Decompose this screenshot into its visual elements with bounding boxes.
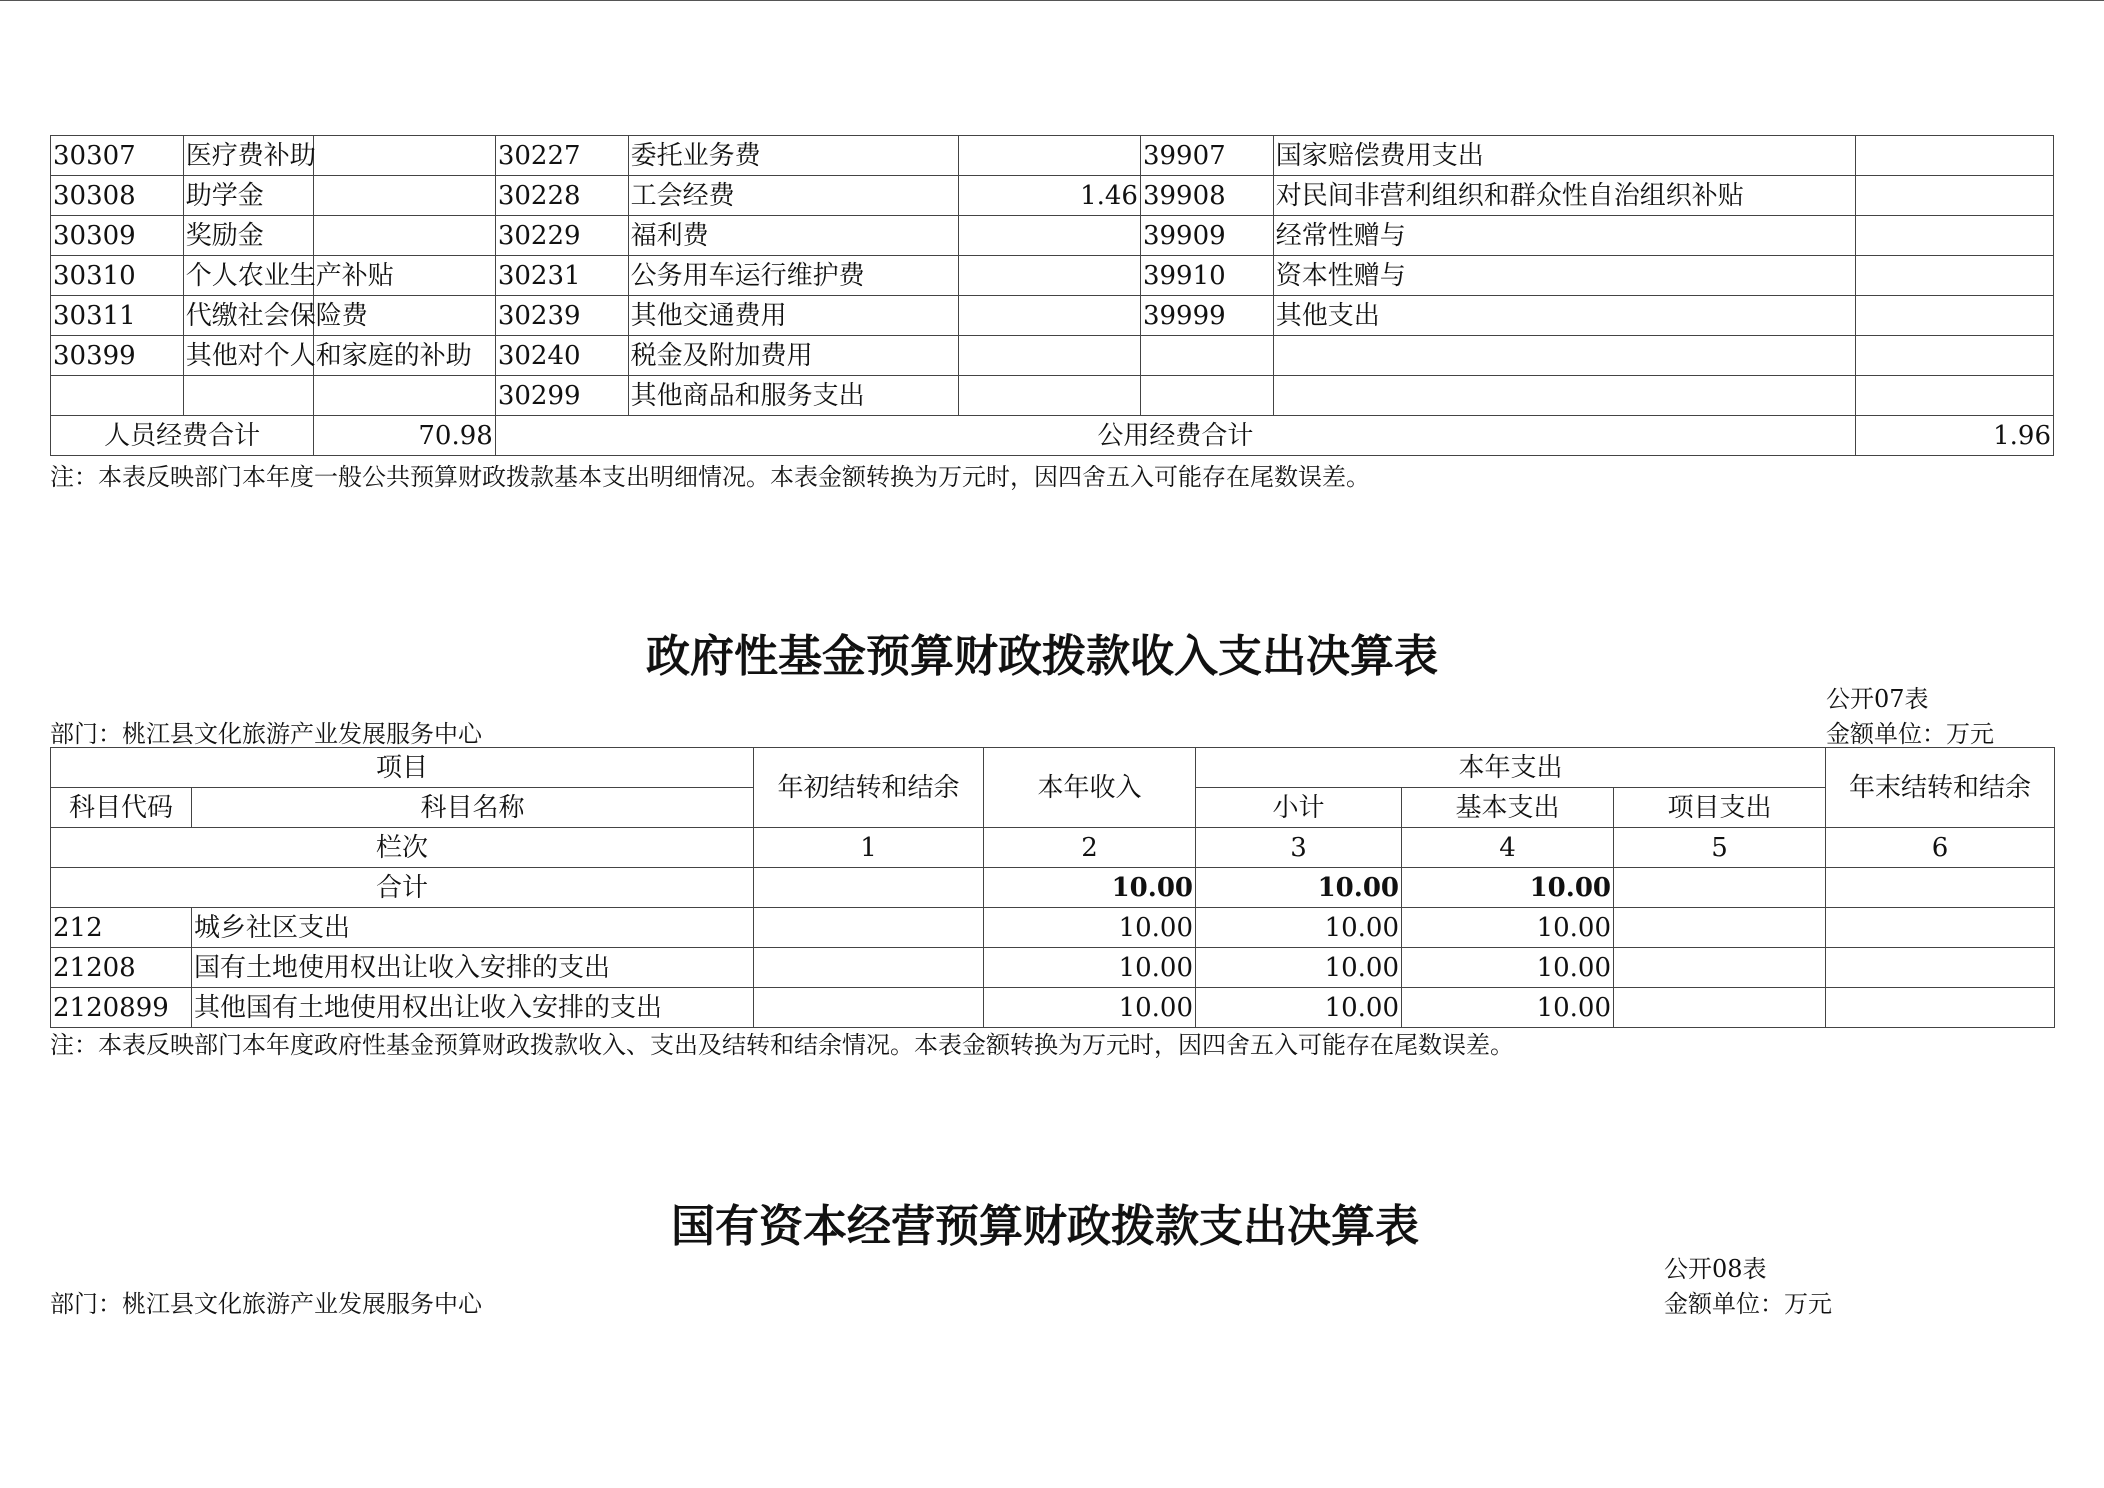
- beginning-cell: [754, 988, 984, 1028]
- page-top-border: [0, 0, 2104, 1]
- public-total-label: 公用经费合计: [495, 416, 1855, 456]
- table-row: [51, 948, 2055, 988]
- econ-code-cell: 39909: [1140, 216, 1273, 256]
- subtotal-cell: 10.00: [1196, 908, 1402, 948]
- econ-name-cell: 其他支出: [1273, 296, 1855, 336]
- amount-cell: [959, 216, 1141, 256]
- header-current-expense: 本年支出: [1196, 748, 1826, 788]
- income-cell: 10.00: [984, 948, 1196, 988]
- amount-cell: [314, 216, 496, 256]
- totals-row: [51, 416, 2054, 456]
- name-cell: 国有土地使用权出让收入安排的支出: [192, 948, 754, 988]
- personnel-total-value: 70.98: [314, 416, 496, 456]
- econ-code-cell: [51, 376, 184, 416]
- econ-code-cell: 30399: [51, 336, 184, 376]
- econ-name-cell: [183, 376, 313, 416]
- econ-name-cell: 对民间非营利组织和群众性自治组织补贴: [1273, 176, 1855, 216]
- header-subject-code: 科目代码: [51, 788, 192, 828]
- detail-row: [51, 176, 2054, 216]
- econ-code-cell: 39999: [1140, 296, 1273, 336]
- amount-cell: [314, 136, 496, 176]
- table7-title: 政府性基金预算财政拨款收入支出决算表: [646, 631, 1438, 682]
- amount-cell: [959, 136, 1141, 176]
- econ-code-cell: 30309: [51, 216, 184, 256]
- header-subtotal: 小计: [1196, 788, 1402, 828]
- header-subject-name: 科目名称: [192, 788, 754, 828]
- total-row: [51, 868, 2055, 908]
- table7-department: 部门：桃江县文化旅游产业发展服务中心: [50, 720, 482, 748]
- government-fund-table: [50, 747, 2055, 1028]
- amount-cell: [959, 376, 1141, 416]
- detail-row: [51, 256, 2054, 296]
- amount-cell: [1855, 216, 2053, 256]
- econ-code-cell: 30229: [495, 216, 628, 256]
- income-cell: 10.00: [984, 988, 1196, 1028]
- econ-code-cell: [1140, 376, 1273, 416]
- amount-cell: [314, 376, 496, 416]
- econ-name-cell: 国家赔偿费用支出: [1273, 136, 1855, 176]
- header-ending-balance: 年末结转和结余: [1826, 748, 2055, 828]
- amount-cell: [959, 256, 1141, 296]
- column-number: 5: [1614, 828, 1826, 868]
- econ-name-cell: [1273, 376, 1855, 416]
- total-subtotal: 10.00: [1196, 868, 1402, 908]
- econ-name-cell: 工会经费: [628, 176, 959, 216]
- econ-code-cell: 30308: [51, 176, 184, 216]
- econ-name-cell: 个人农业生产补贴: [183, 256, 313, 296]
- amount-cell: [1855, 296, 2053, 336]
- amount-cell: [1855, 336, 2053, 376]
- table-row: [51, 908, 2055, 948]
- header-current-income: 本年收入: [984, 748, 1196, 828]
- amount-cell: [1855, 256, 2053, 296]
- subtotal-cell: 10.00: [1196, 948, 1402, 988]
- econ-code-cell: 30239: [495, 296, 628, 336]
- econ-name-cell: 税金及附加费用: [628, 336, 959, 376]
- econ-code-cell: 30311: [51, 296, 184, 336]
- table6-note: 注：本表反映部门本年度一般公共预算财政拨款基本支出明细情况。本表金额转换为万元时，因四舍五入可能存在尾数误差。: [50, 463, 1370, 491]
- total-project: [1614, 868, 1826, 908]
- total-income: 10.00: [984, 868, 1196, 908]
- table7-code: 公开07表: [1826, 685, 1929, 713]
- name-cell: 城乡社区支出: [192, 908, 754, 948]
- table8-department: 部门：桃江县文化旅游产业发展服务中心: [50, 1290, 482, 1318]
- amount-cell: [1855, 136, 2053, 176]
- econ-code-cell: 30240: [495, 336, 628, 376]
- subtotal-cell: 10.00: [1196, 988, 1402, 1028]
- econ-name-cell: 资本性赠与: [1273, 256, 1855, 296]
- header-project-expense: 项目支出: [1614, 788, 1826, 828]
- detail-row: [51, 296, 2054, 336]
- project-cell: [1614, 988, 1826, 1028]
- econ-name-cell: 奖励金: [183, 216, 313, 256]
- detail-row: [51, 216, 2054, 256]
- econ-name-cell: [1273, 336, 1855, 376]
- column-number: 6: [1826, 828, 2055, 868]
- project-cell: [1614, 908, 1826, 948]
- ending-cell: [1826, 948, 2055, 988]
- econ-name-cell: 公务用车运行维护费: [628, 256, 959, 296]
- table7-note: 注：本表反映部门本年度政府性基金预算财政拨款收入、支出及结转和结余情况。本表金额转换为万元时，因四舍五入可能存在尾数误差。: [50, 1031, 1514, 1059]
- table8-unit: 金额单位：万元: [1664, 1290, 1832, 1318]
- econ-code-cell: 30299: [495, 376, 628, 416]
- econ-name-cell: 其他交通费用: [628, 296, 959, 336]
- econ-code-cell: 39910: [1140, 256, 1273, 296]
- econ-name-cell: 医疗费补助: [183, 136, 313, 176]
- econ-code-cell: 30228: [495, 176, 628, 216]
- amount-cell: [1855, 176, 2053, 216]
- econ-code-cell: 30231: [495, 256, 628, 296]
- beginning-cell: [754, 948, 984, 988]
- code-cell: 21208: [51, 948, 192, 988]
- econ-name-cell: 代缴社会保险费: [183, 296, 313, 336]
- econ-code-cell: 30307: [51, 136, 184, 176]
- total-ending: [1826, 868, 2055, 908]
- basic-cell: 10.00: [1402, 948, 1614, 988]
- table-row: [51, 988, 2055, 1028]
- amount-cell: [959, 336, 1141, 376]
- econ-name-cell: 其他商品和服务支出: [628, 376, 959, 416]
- econ-code-cell: 30310: [51, 256, 184, 296]
- amount-cell: [1855, 376, 2053, 416]
- header-item: 项目: [51, 748, 754, 788]
- total-label: 合计: [51, 868, 754, 908]
- amount-cell: [959, 296, 1141, 336]
- econ-name-cell: 福利费: [628, 216, 959, 256]
- basic-cell: 10.00: [1402, 908, 1614, 948]
- amount-cell: [314, 176, 496, 216]
- econ-code-cell: 39907: [1140, 136, 1273, 176]
- code-cell: 2120899: [51, 988, 192, 1028]
- detail-row: [51, 376, 2054, 416]
- personnel-total-label: 人员经费合计: [51, 416, 314, 456]
- table7-unit: 金额单位：万元: [1826, 720, 1994, 748]
- name-cell: 其他国有土地使用权出让收入安排的支出: [192, 988, 754, 1028]
- column-number: 2: [984, 828, 1196, 868]
- column-number: 1: [754, 828, 984, 868]
- ending-cell: [1826, 908, 2055, 948]
- column-number-label: 栏次: [51, 828, 754, 868]
- column-number: 3: [1196, 828, 1402, 868]
- econ-code-cell: 39908: [1140, 176, 1273, 216]
- total-beginning: [754, 868, 984, 908]
- beginning-cell: [754, 908, 984, 948]
- header-beginning-balance: 年初结转和结余: [754, 748, 984, 828]
- total-basic: 10.00: [1402, 868, 1614, 908]
- public-total-value: 1.96: [1855, 416, 2053, 456]
- income-cell: 10.00: [984, 908, 1196, 948]
- column-number: 4: [1402, 828, 1614, 868]
- amount-cell: 1.46: [959, 176, 1141, 216]
- basic-expense-detail-table: [50, 135, 2054, 456]
- basic-cell: 10.00: [1402, 988, 1614, 1028]
- econ-name-cell: 经常性赠与: [1273, 216, 1855, 256]
- code-cell: 212: [51, 908, 192, 948]
- econ-name-cell: 其他对个人和家庭的补助: [183, 336, 313, 376]
- detail-row: [51, 136, 2054, 176]
- header-basic-expense: 基本支出: [1402, 788, 1614, 828]
- econ-code-cell: 30227: [495, 136, 628, 176]
- econ-code-cell: [1140, 336, 1273, 376]
- project-cell: [1614, 948, 1826, 988]
- table8-code: 公开08表: [1664, 1255, 1767, 1283]
- econ-name-cell: 助学金: [183, 176, 313, 216]
- econ-name-cell: 委托业务费: [628, 136, 959, 176]
- detail-row: [51, 336, 2054, 376]
- table8-title: 国有资本经营预算财政拨款支出决算表: [671, 1201, 1419, 1252]
- ending-cell: [1826, 988, 2055, 1028]
